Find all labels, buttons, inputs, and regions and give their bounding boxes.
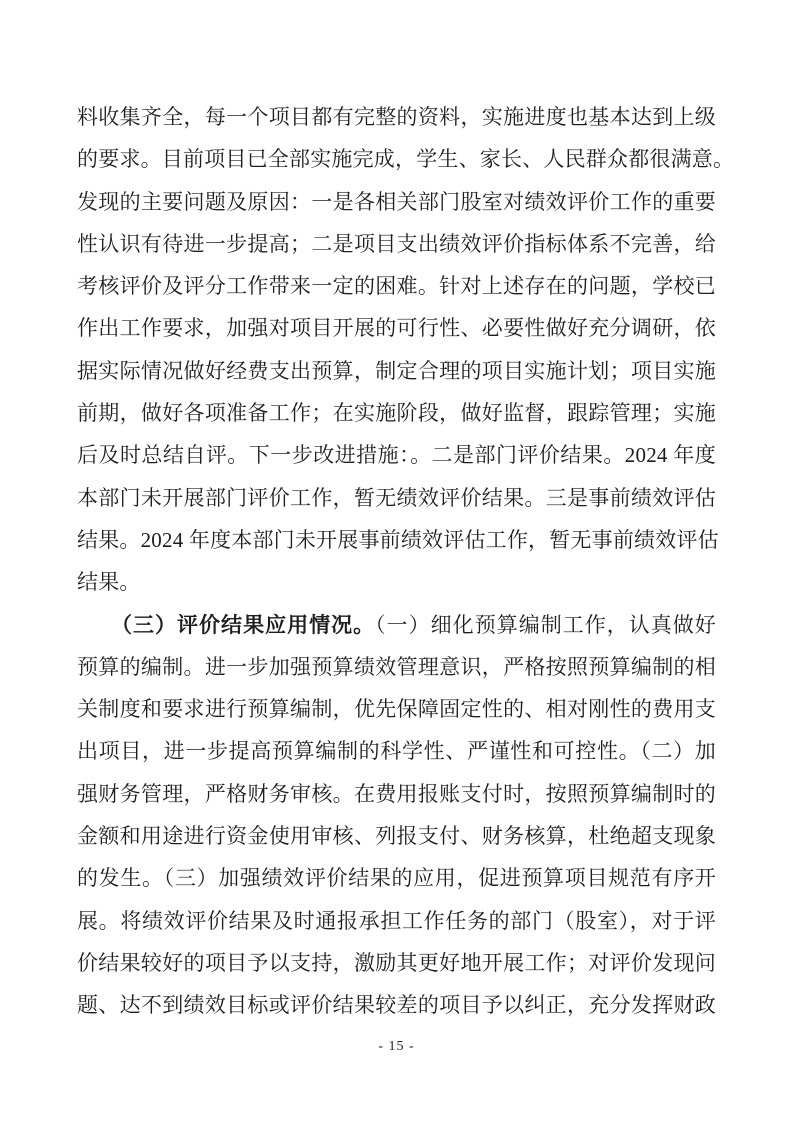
section-heading-continuation: （一）细化预算编制工作，认真做好: [375, 612, 717, 637]
body-line: 考核评价及评分工作带来一定的困难。针对上述存在的问题，学校已: [77, 274, 716, 299]
body-line: 料收集齐全，每一个项目都有完整的资料，实施进度也基本达到上级: [77, 105, 716, 129]
body-line: 据实际情况做好经费支出预算，制定合理的项目实施计划；项目实施: [77, 358, 716, 383]
body-line: 本部门未开展部门评价工作，暂无绩效评价结果。三是事前绩效评估: [77, 485, 716, 510]
body-line: 发现的主要问题及原因：一是各相关部门股室对绩效评价工作的重要: [77, 189, 716, 214]
body-line: 强财务管理，严格财务审核。在费用报账支付时，按照预算编制时的: [77, 781, 716, 806]
body-line: 金额和用途进行资金使用审核、列报支付、财务核算，杜绝超支现象: [77, 824, 716, 849]
body-line: 的要求。目前项目已全部实施完成，学生、家长、人民群众都很满意。: [77, 147, 735, 172]
section-heading-line: [77, 604, 716, 646]
body-line: 作出工作要求，加强对项目开展的可行性、必要性做好充分调研，依: [77, 316, 716, 341]
body-line: 题、达不到绩效目标或评价结果较差的项目予以纠正，充分发挥财政: [77, 993, 716, 1018]
body-line: 出项目，进一步提高预算编制的科学性、严谨性和可控性。（二）加: [77, 739, 716, 764]
section-heading: （三）评价结果应用情况。: [111, 612, 376, 637]
body-line: 结果。2024 年度本部门未开展事前绩效评估工作，暂无事前绩效评估: [77, 527, 719, 552]
body-line: 性认识有待进一步提高；二是项目支出绩效评价指标体系不完善，给: [77, 231, 716, 256]
body-line: 前期，做好各项准备工作；在实施阶段，做好监督，跟踪管理；实施: [77, 401, 716, 426]
body-line: 预算的编制。进一步加强预算绩效管理意识，严格按照预算编制的相: [77, 654, 716, 679]
body-line: 后及时总结自评。下一步改进措施：。二是部门评价结果。2024 年度: [77, 443, 716, 468]
body-line: 关制度和要求进行预算编制，优先保障固定性的、相对刚性的费用支: [77, 697, 716, 722]
document-body: [77, 96, 735, 1027]
body-line: 展。将绩效评价结果及时通报承担工作任务的部门（股室），对于评: [77, 908, 716, 933]
body-line: 价结果较好的项目予以支持，激励其更好地开展工作；对评价发现问: [77, 950, 716, 975]
body-line-paragraph-end: 结果。: [77, 570, 141, 595]
page-number: - 15 -: [378, 1039, 415, 1054]
body-line: 的发生。（三）加强绩效评价结果的应用，促进预算项目规范有序开: [77, 866, 716, 891]
